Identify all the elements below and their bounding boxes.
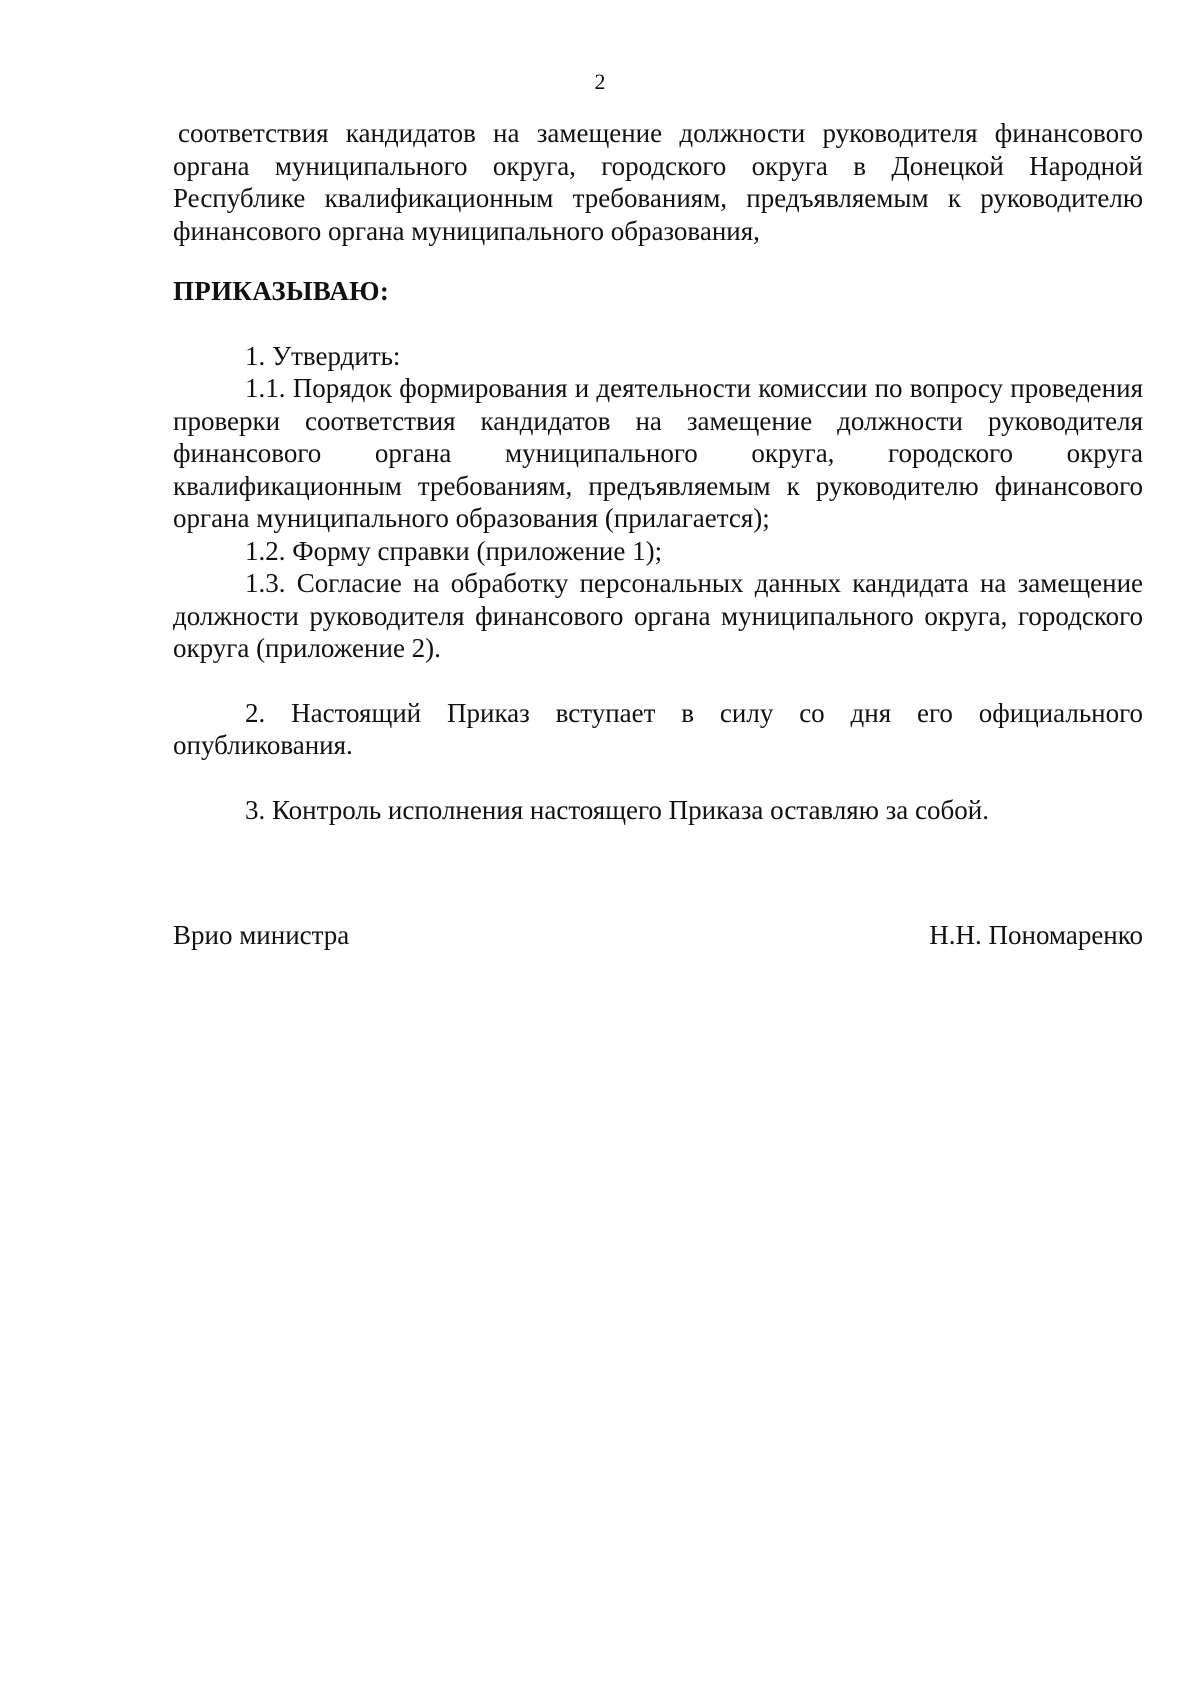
item-1-1: 1.1. Порядок формирования и деятельности комиссии по вопросу проведения проверки соответствия кандидатов на замещение должности руководителя финансового органа муниципального округа, городского округа квалификационным требованиям, предъявляемым к руководителю финансового органа муниципального образования (прилагается); <box>173 373 1143 533</box>
item-3: 3. Контроль исполнения настоящего Приказа оставляю за собой. <box>245 794 989 825</box>
item-1: 1. Утвердить: <box>245 340 401 371</box>
item-1-3: 1.3. Согласие на обработку персональных данных кандидата на замещение должности руководителя финансового органа муниципального округа, городского округа (приложение 2). <box>173 568 1143 663</box>
order-heading: ПРИКАЗЫВАЮ: <box>173 276 390 306</box>
item-2: 2. Настоящий Приказ вступает в силу со дня его официального опубликования. <box>173 697 1143 760</box>
intro-paragraph: соответствия кандидатов на замещение должности руководителя финансового органа муниципального округа, городского округа в Донецкой Народной Республике квалификационным требованиям, предъявляемым к руководителю финансового органа муниципального образования, <box>173 118 1143 246</box>
signature-block <box>173 919 1143 952</box>
page-number: 2 <box>594 69 606 94</box>
signatory-position: Врио министра <box>173 920 350 950</box>
item-1-2: 1.2. Форму справки (приложение 1); <box>245 535 663 566</box>
document-body <box>173 117 1143 826</box>
signatory-name: Н.Н. Пономаренко <box>929 920 1143 950</box>
